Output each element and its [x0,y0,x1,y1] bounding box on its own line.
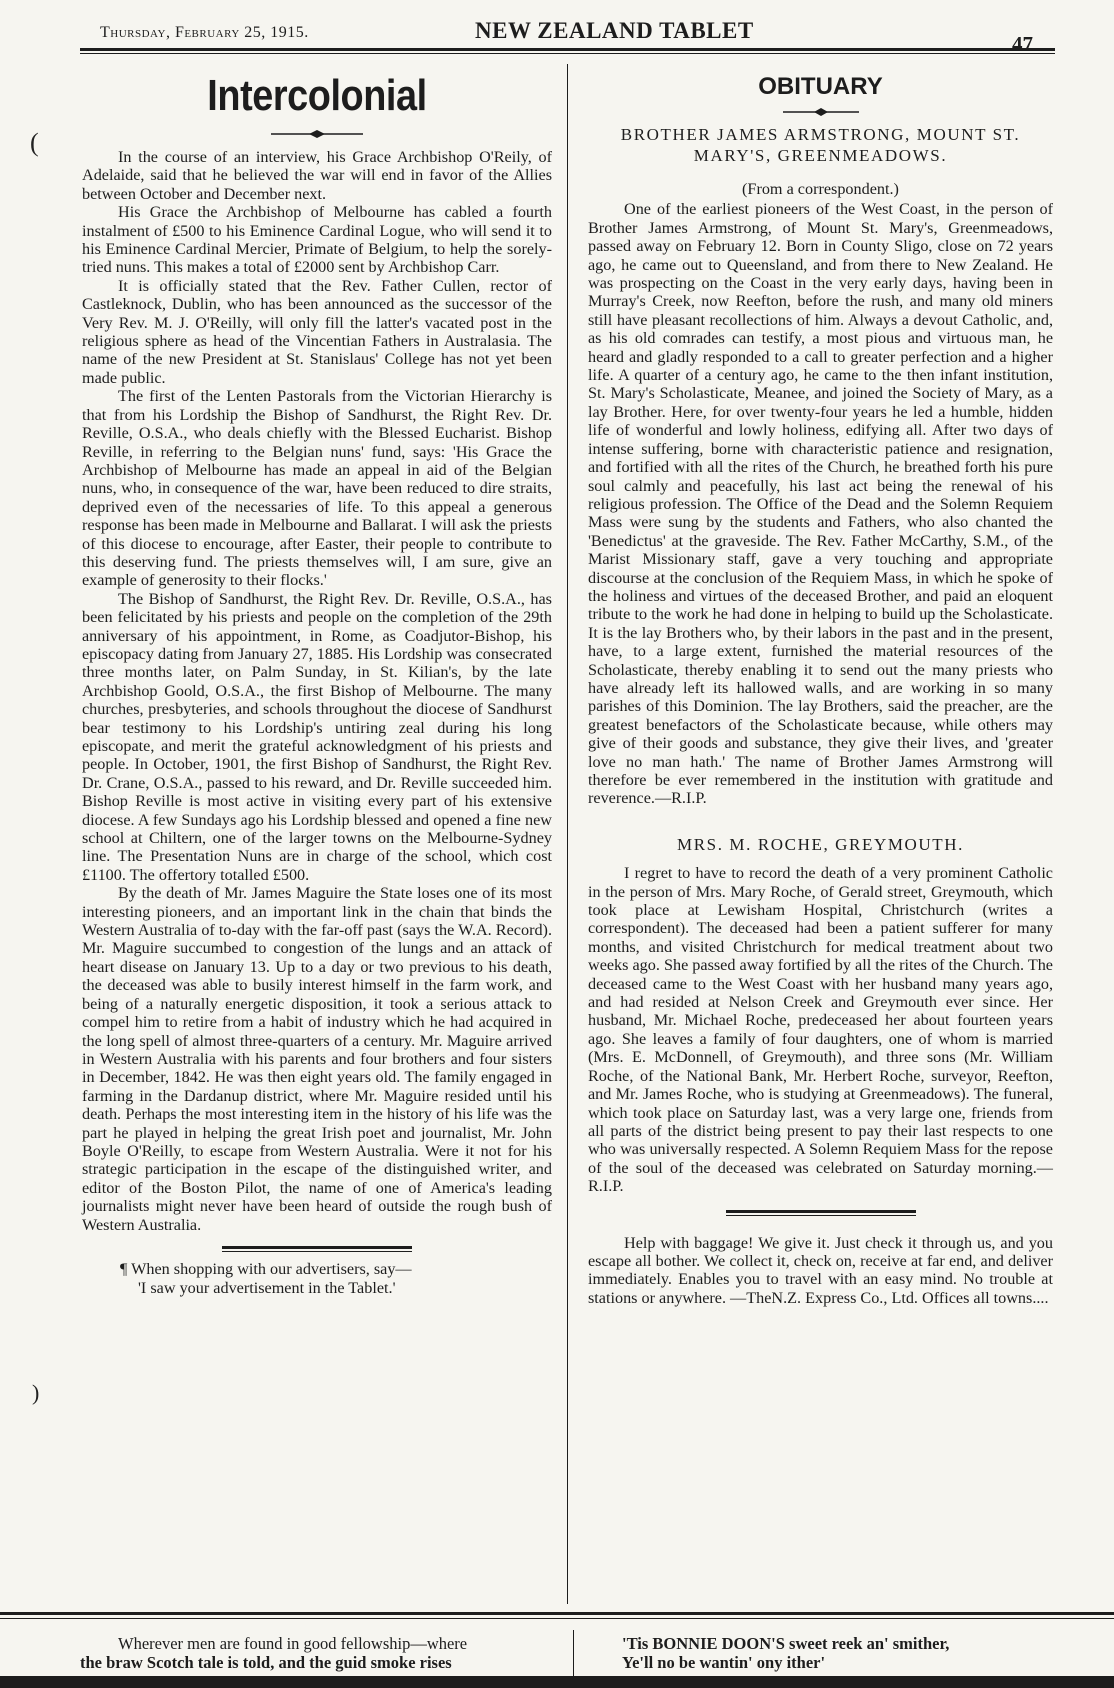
armstrong-heading: BROTHER JAMES ARMSTRONG, MOUNT ST. MARY'S, GREENMEADOWS. [620,125,1021,165]
masthead-title: NEW ZEALAND TABLET [475,18,754,43]
footer-rule [0,1612,1114,1615]
obituary-column [588,62,1053,1307]
footer-ad-right [622,1634,1062,1672]
roche-obituary-text: I regret to have to record the death of a very prominent Catholic in the person of Mrs. Mary Roche, of Gerald street, Greymouth, which took place at Lewisham Hospital, Christchurch (writes a correspondent). The deceased had been a patient sufferer for many months, and visited Christchurch for medical treatment about two weeks ago. She passed away fortified by all the rites of the Church. The deceased came to the West Coast with her husband many years ago, and had resided at Nelson Creek and Greymouth ever since. Her husband, Mr. Michael Roche, predeceased her about fourteen years ago. She leaves a family of four daughters, one of whom is married (Mrs. E. McDonnell, of Greymouth), and three sons (Mr. William Roche, of the National Bank, Mr. Herbert Roche, surveyor, Reefton, and Mr. James Roche, who is studying at Greenmeadows). The funeral, which took place on Saturday last, was a very large one, friends from all parts of the district being present to pay their last respects to one who was universally respected. A Solemn Requiem Mass for the repose of the soul of the deceased was celebrated on Saturday morning.—R.I.P. [588,864,1053,1196]
column-divider [567,64,568,1604]
title-ornament [269,128,365,140]
header-rule [80,48,1055,51]
advertiser-notice-line2: 'I saw your advertisement in the Tablet.' [138,1278,396,1297]
news-paragraph: His Grace the Archbishop of Melbourne has cabled a fourth instalment of £500 to his Eminence Cardinal Logue, who will send it to his Eminence Cardinal Mercier, Primate of Belgium, to help the sorely-tried nuns. This makes a total of £2000 sent by Archbishop Carr. [82,203,552,277]
roche-heading: MRS. M. ROCHE, GREYMOUTH. [677,834,964,854]
footer-left-line2: the braw Scotch tale is told, and the guid smoke rises [80,1653,452,1672]
advertiser-notice [120,1260,552,1298]
section-rule [222,1246,412,1252]
news-paragraph: The first of the Lenten Pastorals from the Victorian Hierarchy is that from his Lordship the Bishop of Sandhurst, the Right Rev. Dr. Reville, O.S.A., who deals chiefly with the Blessed Eucharist. Bishop Reville, in referring to the Belgian nuns' fund, says: 'His Grace the Archbishop of Melbourne has made an appeal in aid of the Belgian nuns, who, in consequence of the war, have been reduced to dire straits, deprived even of the necessaries of life. To this appeal a generous response has been made in Melbourne and Ballarat. I will ask the priests of this diocese to encourage, after Easter, their people to contribute to this deserving fund. The priests themselves will, I am sure, give an example of generosity to their flocks.' [82,387,552,590]
section-rule [726,1210,916,1216]
margin-mark: ) [32,1380,40,1405]
express-ad-text: Help with baggage! We give it. Just check it through us, and you escape all bother. We collect it, check on, receive at far end, and deliver immediately. Enables you to travel with an easy mind. No trouble at stations or anywhere. —TheN.Z. Express Co., Ltd. Offices all towns.... [588,1233,1053,1307]
news-paragraph: The Bishop of Sandhurst, the Right Rev. Dr. Reville, O.S.A., has been felicitated by his priests and people on the completion of the 29th anniversary of his appointment, in Rome, as Coadjutor-Bishop, his episcopacy dating from January 27, 1885. His Lordship was consecrated three months later, on Palm Sunday, in St. Kilian's, by the late Archbishop Goold, O.S.A., the first Bishop of Melbourne. The many churches, presbyteries, and schools throughout the diocese of Sandhurst bear testimony to his Lordship's untiring zeal during his long episcopate, and merit the grateful acknowledgment of his priests and people. In October, 1901, the first Bishop of Sandhurst, the Right Rev. Dr. Crane, O.S.A., passed to his reward, and Dr. Reville succeeded him. Bishop Reville is most active in visiting every part of his extensive diocese. A few Sundays ago his Lordship blessed and opened a fine new school at Chiltern, one of the larger towns on the Melbourne-Sydney line. The Presentation Nuns are in charge of the school, which cost £1100. The offertory totalled £500. [82,589,552,884]
footer-rule-thin [0,1618,1114,1619]
margin-mark: ( [30,128,39,157]
armstrong-obituary-text: One of the earliest pioneers of the West Coast, in the person of Brother James Armstrong, of Mount St. Mary's, Greenmeadows, passed away on February 12. Born in County Sligo, close on 72 years ago, he came out to Queensland, and from there to New Zealand. He was prospecting on the Coast in the very early days, having been in Murray's Creek, now Reefton, before the rush, and many old miners still have pleasant recollections of him. Always a devout Catholic, and, as his old comrades can testify, a most pious and virtuous man, he heard and gladly responded to a call to greater perfection and a higher life. A quarter of a century ago, he came to the then infant institution, St. Mary's Scholasticate, Meanee, and joined the Society of Mary, as a lay Brother. Here, for over twenty-four years he led a humble, hidden life of wonderful and lowly holiness, edifying all. After two days of intense suffering, borne with characteristic patience and resignation, and fortified with all the rites of the Church, he breathed forth his pure soul calmly and peacefully, his last act being the renewal of his religious profession. The Office of the Dead and the Solemn Requiem Mass were sung by the students and Fathers, who also chanted the 'Benedictus' at the graveside. The Rev. Father McCarthy, S.M., of the Marist Missionary staff, gave a very touching and appropriate discourse at the conclusion of the Requiem Mass, in which he spoke of the holiness and virtues of the deceased Brother, and paid an eloquent tribute to the work he had done in helping to build up the Scholasticate. It is the lay Brothers who, by their labors in the past and in the present, have, to a large extent, furnished the material resources of the Scholasticate, thereby enabling it to send out the many priests who have already left its hallowed walls, and are working in so many parishes of this Dominion. The lay Brothers, said the preacher, are the greatest benefactors of the Scholasticate because, while others may give of their goods and substance, they give their lives, and 'greater love no man hath.' The name of Brother James Armstrong will therefore be ever remembered in the institution with gratitude and reverence.—R.I.P. [588,200,1053,808]
news-paragraph: By the death of Mr. James Maguire the State loses one of its most interesting pioneers, and an important link in the chain that binds the Western Australia of to-day with the far-off past (says the W.A. Record). Mr. Maguire succumbed to congestion of the lungs and an attack of heart disease on January 13. Up to a day or two previous to his death, the deceased was able to busily interest himself in the farm work, and being of a naturally energetic disposition, it took a serious attack to compel him to retire from a habit of industry which he had acquired in the long spell of almost three-quarters of a century. Mr. Maguire arrived in Western Australia with his parents and four brothers and four sisters in December, 1842. He was then eight years old. The family engaged in farming in the Dardanup district, where Mr. Maguire resided until his death. Perhaps the most interesting item in the history of his life was the part he played in helping the great Irish poet and journalist, Mr. John Boyle O'Reilly, to escape from Western Australia. Were it not for his strategic participation in the escape of the distinguished writer, and editor of the Boston Pilot, the name of one of America's leading journalists might never have been heard of outside the rough bush of Western Australia. [82,884,552,1234]
issue-date: Thursday, February 25, 1915. [100,24,309,41]
page-header [80,18,1055,56]
page-edge-bar [0,1676,1114,1688]
news-paragraph: In the course of an interview, his Grace Archbishop O'Reily, of Adelaide, said that he believed the war will end in favor of the Allies between October and December next. [82,148,552,203]
correspondent-note: (From a correspondent.) [742,180,899,198]
title-ornament [781,106,861,118]
express-advertisement [588,1234,1053,1308]
footer-ad-left [80,1634,550,1672]
intercolonial-column [82,62,552,1298]
news-paragraph: It is officially stated that the Rev. Father Cullen, rector of Castleknock, Dublin, who has been announced as the successor of the Very Rev. M. J. O'Reilly, will only fill the latter's vacated post in the religious sphere as head of the Vincentian Fathers in Australasia. The name of the new President at St. Stanislaus' College has not yet been made public. [82,276,552,387]
footer-left-line1: Wherever men are found in good fellowship—where [118,1634,468,1653]
header-rule-thin [80,53,1055,54]
section-title-intercolonial: Intercolonial [207,71,427,120]
advertiser-notice-line1: ¶ When shopping with our advertisers, say— [120,1259,412,1278]
page-number: 47 [1012,32,1033,56]
footer-right-line2: Ye'll no be wantin' ony ither' [622,1653,826,1672]
footer-right-line1: 'Tis BONNIE DOON'S sweet reek an' smither, [622,1634,950,1653]
section-title-obituary: OBITUARY [758,73,883,100]
